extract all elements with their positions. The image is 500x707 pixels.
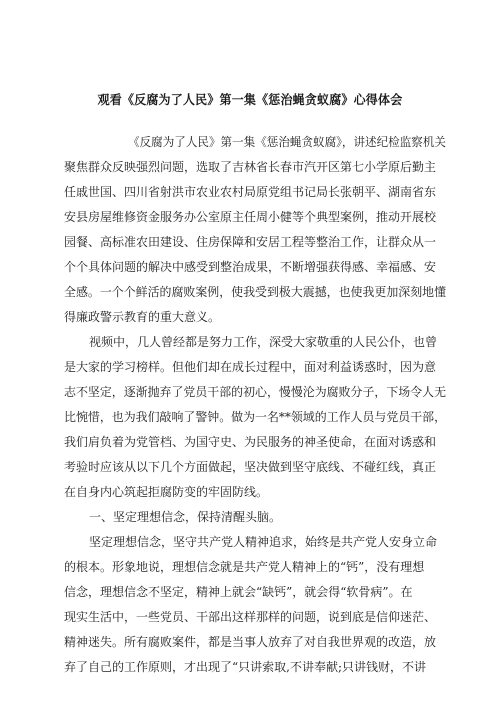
text-line: 弃了自己的工作原则，才出现了“只讲索取,不讲奉献;只讲钱财，不讲 [64,660,426,674]
text-line: 全感。一个个鲜活的腐败案例，使我受到极大震撼，也使我更加深刻地懂 [64,285,447,299]
text-line: 视频中，几人曾经都是努力工作，深受大家敬重的人民公仆，也曾 [89,335,438,349]
text-line: 比惋惜，也为我们敲响了警钟。做为一名**领域的工作人员与党员干部， [64,410,447,424]
text-line: 任戚世国、四川省射洪市农业农村局原党组书记局长张朝平、湖南省东 [64,185,437,199]
text-line: 园餐、高标准农田建设、住房保障和安居工程等整治工作，让群众从一 [64,235,437,249]
text-line: 是大家的学习榜样。但他们却在成长过程中，面对利益诱惑时，因为意 [64,360,437,374]
text-line: 《反腐为了人民》第一集《惩治蝇贪蚁腐》，讲述纪检监察机关 [128,135,447,149]
text-line: 精神迷失。所有腐败案件，都是当事人放弃了对自我世界观的改造，放 [64,635,437,649]
text-line: 考验时应该从以下几个方面做起，坚决做到坚守底线、不碰红线，真正 [64,460,437,474]
text-line: 现实生活中，一些党员、干部出这样那样的问题，说到底是信仰迷茫、 [64,610,437,624]
text-line: 坚定理想信念，坚守共产党人精神追求，始终是共产党人安身立命 [89,535,438,549]
text-line: 聚焦群众反映强烈问题，选取了吉林省长春市汽开区第七小学原后勤主 [64,160,437,174]
text-line: 在自身内心筑起拒腐防变的牢固防线。 [64,485,269,499]
text-line: 志不坚定，逐渐抛弃了党员干部的初心，慢慢沦为腐败分子，下场令人无 [64,385,447,399]
section-heading: 一、坚定理想信念，保持清醒头脑。 [89,510,282,524]
text-line: 的根本。形象地说，理想信念就是共产党人精神上的“钙”，没有理想 [64,560,425,574]
document-title: 观看《反腐为了人民》第一集《惩治蝇贪蚁腐》心得体会 [97,92,403,107]
text-line: 安县房屋维修资金服务办公室原主任周小健等个典型案例，推动开展校 [64,210,437,224]
text-line: 信念，理想信念不坚定，精神上就会“缺钙”，就会得“软骨病”。在 [64,585,413,599]
text-line: 我们肩负着为党管档、为国守史、为民服务的神圣使命，在面对诱惑和 [64,435,437,449]
text-line: 个个具体问题的解决中感受到整治成果，不断增强获得感、幸福感、安 [64,260,437,274]
text-line: 得廉政警示教育的重大意义。 [64,310,221,324]
